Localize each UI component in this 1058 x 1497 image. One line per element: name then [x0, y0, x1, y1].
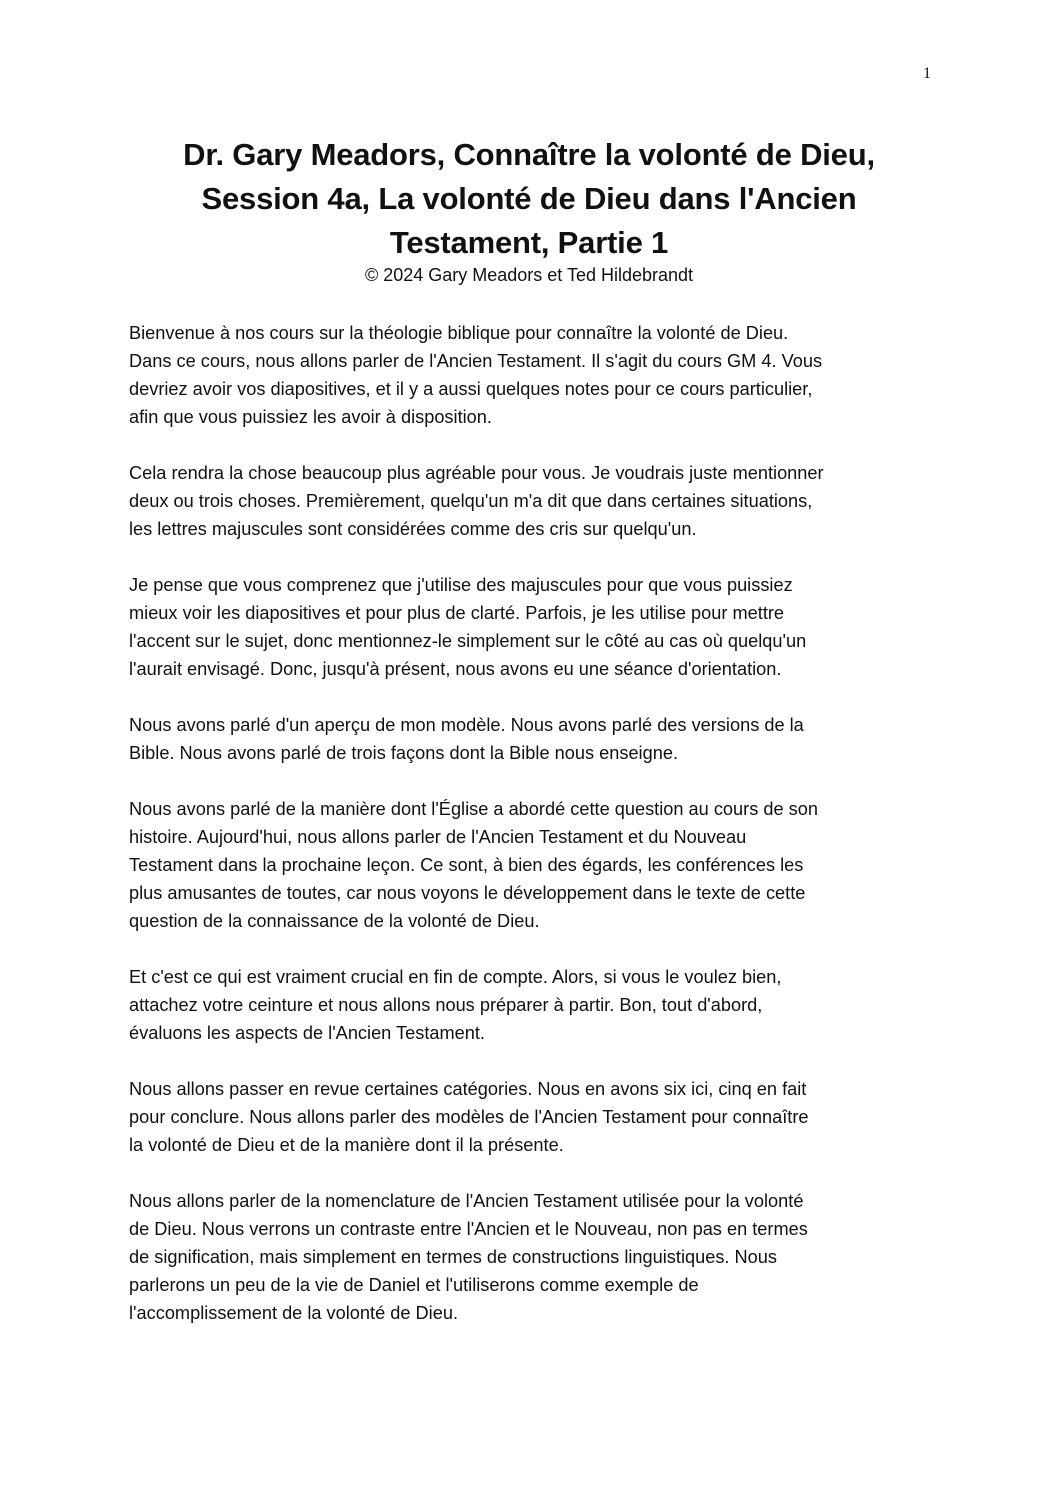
- page-number: 1: [923, 65, 931, 82]
- paragraph: Cela rendra la chose beaucoup plus agréable pour vous. Je voudrais juste mentionner deux ou trois choses. Premièrement, quelqu'un m'a dit que dans certaines situations, les lettres majuscules sont considérées comme des cris sur quelqu'un.: [129, 463, 824, 539]
- paragraph: Nous allons passer en revue certaines catégories. Nous en avons six ici, cinq en fait pour conclure. Nous allons parler des modèles de l'Ancien Testament pour connaître la volonté de Dieu et de la manière dont il la présente.: [129, 1079, 809, 1155]
- paragraph: Nous allons parler de la nomenclature de l'Ancien Testament utilisée pour la volonté de Dieu. Nous verrons un contraste entre l'Ancien et le Nouveau, non pas en termes de signification, mais simplement en termes de constructions linguistiques. Nous parlerons un peu de la vie de Daniel et l'utiliserons comme exemple de l'accomplissement de la volonté de Dieu.: [129, 1191, 808, 1323]
- copyright-line: © 2024 Gary Meadors et Ted Hildebrandt: [364, 265, 694, 285]
- paragraph: Nous avons parlé de la manière dont l'Église a abordé cette question au cours de son histoire. Aujourd'hui, nous allons parler de l'Ancien Testament et du Nouveau Testament dans la prochaine leçon. Ce sont, à bien des égards, les conférences les plus amusantes de toutes, car nous voyons le développement dans le texte de cette question de la connaissance de la volonté de Dieu.: [129, 799, 818, 931]
- document-header: [129, 133, 929, 289]
- paragraph: Bienvenue à nos cours sur la théologie biblique pour connaître la volonté de Dieu. Dans ce cours, nous allons parler de l'Ancien Testament. Il s'agit du cours GM 4. Vous devriez avoir vos diapositives, et il y a aussi quelques notes pour ce cours particulier, afin que vous puissiez les avoir à disposition.: [129, 323, 823, 427]
- transcript-body: [129, 319, 949, 1355]
- paragraph: Et c'est ce qui est vraiment crucial en fin de compte. Alors, si vous le voulez bien, attachez votre ceinture et nous allons nous préparer à partir. Bon, tout d'abord, évaluons les aspects de l'Ancien Testament.: [129, 967, 782, 1043]
- paragraph: Je pense que vous comprenez que j'utilise des majuscules pour que vous puissiez mieux voir les diapositives et pour plus de clarté. Parfois, je les utilise pour mettre l'accent sur le sujet, donc mentionnez-le simplement sur le côté au cas où quelqu'un l'aurait envisagé. Donc, jusqu'à présent, nous avons eu une séance d'orientation.: [129, 575, 807, 679]
- document-title: Dr. Gary Meadors, Connaître la volonté de Dieu, Session 4a, La volonté de Dieu dans l'Ancien Testament, Partie 1: [183, 137, 875, 260]
- paragraph: Nous avons parlé d'un aperçu de mon modèle. Nous avons parlé des versions de la Bible. Nous avons parlé de trois façons dont la Bible nous enseigne.: [129, 715, 804, 763]
